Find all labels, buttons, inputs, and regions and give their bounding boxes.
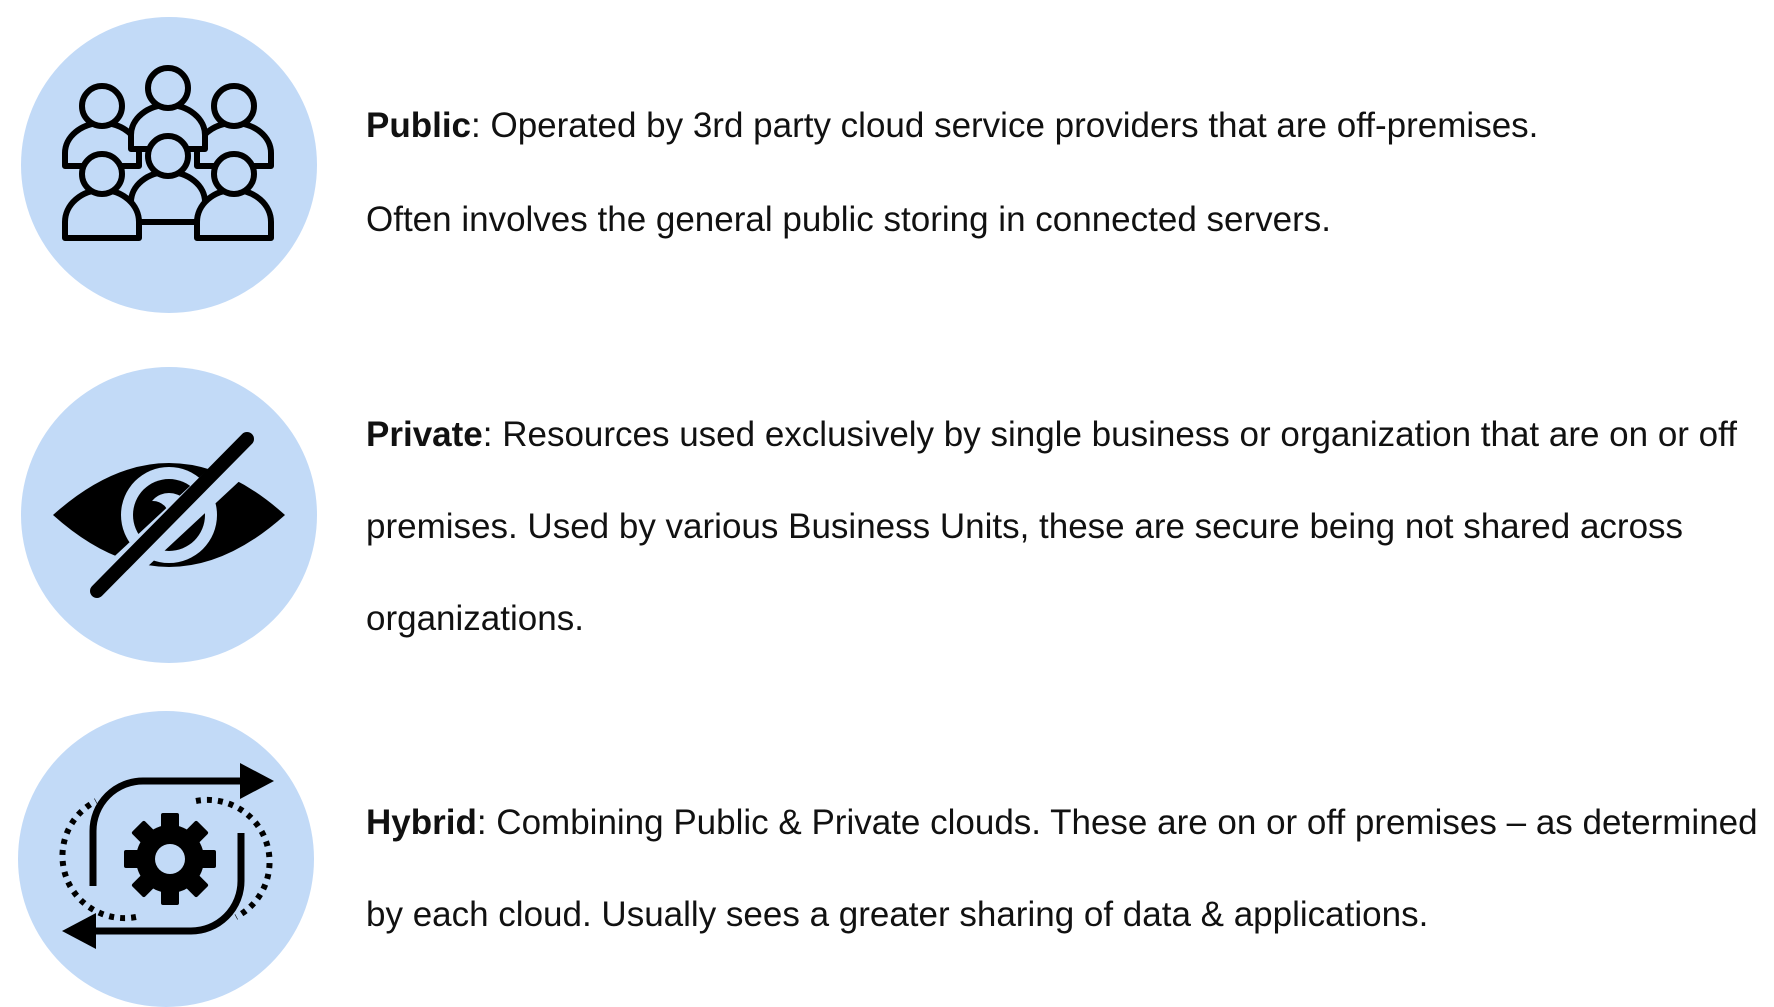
people-group-icon: [21, 17, 317, 313]
public-icon-circle: [21, 17, 317, 313]
hybrid-description-line-1: [366, 802, 1758, 844]
gear-cycle-icon: [18, 711, 314, 1007]
public-line-1-text: : Operated by 3rd party cloud service providers that are off-premises.: [471, 106, 1539, 145]
public-description-line-1: [366, 105, 1538, 147]
hybrid-description-line-2: by each cloud. Usually sees a greater sharing of data & applications.: [366, 895, 1429, 934]
hybrid-line-1-text: : Combining Public & Private clouds. These are on or off premises – as determined: [476, 803, 1758, 842]
hybrid-term: Hybrid: [366, 803, 477, 842]
public-description-line-2: Often involves the general public storing in connected servers.: [366, 200, 1331, 239]
private-description-line-3: organizations.: [366, 599, 584, 638]
private-icon-circle: [21, 367, 317, 663]
private-description-line-2: premises. Used by various Business Units, these are secure being not shared across: [366, 507, 1684, 546]
private-term: Private: [366, 415, 483, 454]
private-description-line-1: [366, 414, 1737, 456]
eye-slash-icon: [21, 367, 317, 663]
private-line-1-text: : Resources used exclusively by single business or organization that are on or off: [482, 415, 1737, 454]
public-term: Public: [366, 106, 472, 145]
hybrid-icon-circle: [18, 711, 314, 1007]
